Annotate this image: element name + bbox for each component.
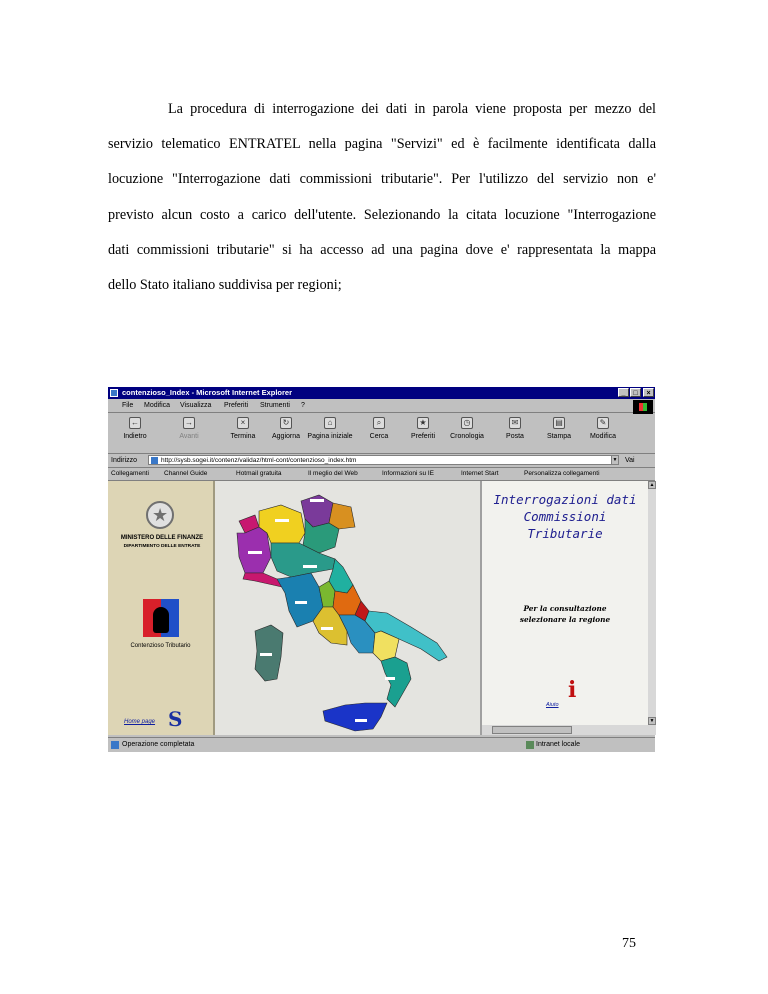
link-internet-start[interactable]: Internet Start	[461, 470, 499, 477]
region-piemonte	[237, 527, 271, 573]
region-sicilia	[323, 703, 387, 731]
address-input[interactable]	[148, 455, 618, 465]
address-label: Indirizzo	[111, 457, 138, 464]
body-paragraph	[108, 92, 656, 303]
left-frame	[108, 481, 215, 735]
title-line: Commissioni	[523, 509, 607, 524]
favorites-icon: ★	[417, 417, 429, 429]
scroll-thumb[interactable]	[492, 726, 572, 734]
title-line: Interrogazioni dati	[493, 492, 637, 507]
info-icon[interactable]: i	[568, 677, 577, 703]
address-url: http://sysb.sogei.it/contenz/validaz/html-cont/contenzioso_index.htm	[161, 457, 357, 464]
edit-label: Modifica	[589, 433, 617, 440]
stop-label: Termina	[230, 433, 256, 440]
menu-modifica[interactable]: Modifica	[144, 402, 171, 409]
link-meglio-web[interactable]: Il meglio del Web	[308, 470, 358, 477]
refresh-icon: ↻	[280, 417, 292, 429]
forward-arrow-icon: →	[185, 418, 193, 427]
menu-preferiti[interactable]: Preferiti	[224, 402, 249, 409]
forward-button[interactable]	[166, 417, 212, 441]
history-label: Cronologia	[450, 433, 484, 440]
menu-visualizza[interactable]: Visualizza	[180, 402, 212, 409]
page-icon	[151, 457, 158, 464]
back-button[interactable]	[112, 417, 158, 441]
contenzioso-logo	[143, 599, 179, 637]
links-label: Collegamenti	[111, 470, 149, 477]
security-zone: Intranet locale	[536, 741, 580, 748]
toolbar	[108, 413, 655, 454]
paragraph-line: previsto alcun costo a carico dell'utente. Selezionando la citata locuzione "Interrogazione	[108, 206, 656, 223]
page-title	[482, 491, 648, 542]
print-icon: ▤	[553, 417, 565, 429]
browser-screenshot	[108, 387, 655, 752]
right-frame	[480, 481, 655, 735]
print-button[interactable]	[536, 417, 582, 441]
republic-emblem-icon: ★	[146, 501, 174, 529]
region-calabria	[381, 657, 411, 707]
menu-strumenti[interactable]: Strumenti	[260, 402, 290, 409]
link-channel-guide[interactable]: Channel Guide	[164, 470, 208, 477]
edit-button[interactable]	[580, 417, 626, 441]
page-done-icon	[111, 741, 119, 749]
ie-icon	[110, 389, 118, 397]
instruction-line: selezionare la regione	[519, 615, 611, 624]
help-link[interactable]: Aiuto	[546, 702, 559, 708]
minimize-button[interactable]: _	[618, 388, 629, 397]
department-name: DIPARTIMENTO DELLE ENTRATE	[123, 544, 201, 549]
link-hotmail[interactable]: Hotmail gratuita	[236, 470, 282, 477]
link-info-ie[interactable]: Informazioni su IE	[382, 470, 435, 477]
search-icon: ⌕	[373, 417, 385, 429]
page-content	[108, 481, 655, 735]
paragraph-line: servizio telematico ENTRATEL nella pagina "Servizi" ed è facilmente identificata dalla	[108, 136, 656, 153]
refresh-button[interactable]	[263, 417, 309, 441]
links-bar	[108, 468, 655, 481]
vertical-scrollbar[interactable]	[648, 481, 656, 725]
link-personalizza[interactable]: Personalizza collegamenti	[524, 470, 600, 477]
mail-button[interactable]	[492, 417, 538, 441]
paragraph-line: dello Stato italiano suddivisa per regioni;	[108, 277, 342, 294]
go-button[interactable]: Vai	[625, 457, 635, 464]
paragraph-line: dati commissioni tributarie" si ha accesso ad una pagina dove e' rappresentata la mappa	[108, 241, 656, 258]
title-line: Tributarie	[527, 526, 603, 541]
map-frame	[215, 481, 480, 735]
stop-button[interactable]	[220, 417, 266, 441]
mail-label: Posta	[506, 433, 524, 440]
instruction-line: Per la consultazione	[523, 604, 607, 613]
menu-bar	[108, 400, 655, 413]
address-bar	[108, 454, 655, 468]
maximize-button[interactable]: □	[630, 388, 641, 397]
back-label: Indietro	[123, 433, 147, 440]
window-title: contenzioso_Index - Microsoft Internet Explorer	[122, 388, 293, 397]
forward-label: Avanti	[179, 433, 199, 440]
status-text: Operazione completata	[122, 741, 195, 748]
title-bar	[108, 387, 655, 399]
home-label: Pagina iniziale	[307, 433, 353, 440]
status-bar	[108, 737, 655, 752]
home-button[interactable]	[307, 417, 353, 441]
close-button[interactable]: ×	[643, 388, 654, 397]
back-arrow-icon: ←	[131, 418, 139, 427]
home-icon: ⌂	[324, 417, 336, 429]
favorites-button[interactable]	[400, 417, 446, 441]
paragraph-line: La procedura di interrogazione dei dati in parola viene proposta per mezzo del	[168, 101, 656, 117]
edit-icon: ✎	[597, 417, 609, 429]
sogei-logo-icon: S	[168, 707, 183, 731]
favorites-label: Preferiti	[410, 433, 436, 440]
history-icon: ◷	[461, 417, 473, 429]
address-dropdown-icon[interactable]: ▼	[612, 457, 618, 463]
windows-logo-icon	[633, 400, 653, 414]
menu-help[interactable]: ?	[301, 402, 305, 409]
paragraph-line: locuzione "Interrogazione dati commissioni tributarie". Per l'utilizzo del servizio non e'	[108, 171, 656, 188]
history-button[interactable]	[444, 417, 490, 441]
intranet-icon	[526, 741, 534, 749]
home-page-link[interactable]: Home page	[124, 719, 156, 725]
search-button[interactable]	[356, 417, 402, 441]
scroll-down-icon[interactable]: ▼	[649, 718, 655, 724]
instruction-text	[482, 603, 648, 625]
page-number: 75	[622, 936, 636, 951]
search-label: Cerca	[369, 433, 389, 440]
refresh-label: Aggiorna	[271, 433, 301, 440]
region-friuli	[329, 503, 355, 529]
print-label: Stampa	[546, 433, 572, 440]
stop-icon: ×	[237, 417, 249, 429]
menu-file[interactable]: File	[122, 402, 134, 409]
ministry-name: MINISTERO DELLE FINANZE	[120, 535, 204, 541]
italy-map	[215, 481, 480, 735]
mail-icon: ✉	[509, 417, 521, 429]
horizontal-scrollbar[interactable]	[482, 725, 656, 735]
scroll-up-icon[interactable]: ▲	[649, 482, 655, 488]
contenzioso-label: Contenzioso Tributario	[130, 643, 191, 649]
